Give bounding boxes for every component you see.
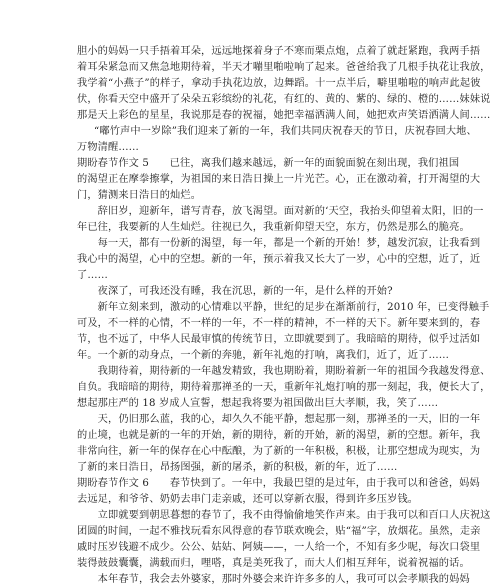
text-line: 我期待着，期待新的一年越发精致，我也期盼着，期盼着新一年的祖国今我越发得意、 — [77, 366, 491, 377]
text-line: 年已往，我要新的人生灿烂。往视已久，我重新仰望天空，东方，仍然是那么的脆亮。 — [77, 222, 470, 233]
text-line: 我心中的渴望，心中的空想。新的一年，预示着我又长大了一岁，心中的空想，近了，近 — [77, 254, 481, 265]
text-line: 的渴望正在摩拳擦掌，为祖国的来日浩日操上一片光芒。心，正在激动着，打开渴望的大 — [77, 174, 481, 185]
text-line: 门，猜测来日浩日的灿烂。 — [77, 190, 202, 201]
text-line: 辞旧岁，迎新年，谱写青春，放飞渴望。面对新的‘天空，我抬头仰望着太阳，旧的一 — [77, 206, 484, 217]
text-line: 装得鼓鼓囊囊，满载而归，哩嗒，真是美死我了，而大人们相互拜年，说着祝福的话。 — [77, 558, 470, 569]
text-line: 胆小的妈妈一只手捂着耳朵，远远地探着身子不寒而栗点炮，点着了就赶紧跑，我两手捂 — [77, 46, 481, 57]
text-line: 万物清醒…… — [77, 142, 140, 153]
section-heading: 期盼春节作文 6 春节快到了。一年中，我最巴望的是过年，由于我可以和爸爸，妈妈 — [77, 478, 480, 489]
text-line: 非常向往，新一年的保存在心中酝酿，为了新的一年积极，积极，让那空想成为现实，为 — [77, 446, 481, 457]
text-line: 天，仍旧那么蓝，我的心，却久久不能平静，想起那一刻，那禅圣的一天，旧的一年 — [77, 414, 481, 425]
text-line: 伏，你看天空中盛开了朵朵五彩缤纷的礼花，有红的、黄的、紫的、绿的、橙的……妹妹说 — [77, 94, 491, 105]
text-line: 团圆的时间，一起不雅找玩看东风得意的春节联欢晚会，贴“福”字，放烟花。虽然，走亲 — [77, 526, 481, 537]
text-line: 可及，不一样的心情，不一样的一年，不一样的精神，不一样的天下。新年要来到的，春 — [77, 318, 481, 329]
text-line: 每一天，都有一份新的渴望，每一年，都是一个新的开始！梦，越发沉寂，让我看到 — [77, 238, 481, 249]
text-line: 的止境，也就是新的一年的开始，新的期待，新的开始，新的渴望，新的空想。新年，我 — [77, 430, 481, 441]
text-line: 着耳朵紧急而又焦急地期待着，半天才嘣里啪啦响了起来。爸爸给我了几根手执花让我放， — [77, 62, 491, 73]
text-line: 新年立刻来到，激动的心情难以平静，世纪的足步在渐渐前行，2010 年，已变得触手 — [77, 302, 490, 313]
text-line: 了新的来日浩日，昂扬图强，新的屠杀，新的积极，新的年，近了…… — [77, 462, 398, 473]
text-line: 我学着“小燕子”的样子，拿动手执花边放，边舞蹈。十一点半后，噼里啪啦的响声此起彼 — [77, 78, 481, 89]
text-line: 去远足，和爷爷、奶奶去串门走亲戚，还可以穿新衣服，得到许多压岁钱。 — [77, 494, 419, 505]
text-line: 自负。我暗暗的期待，期待着那禅圣的一天，重新年礼炮打响的那一刻起，我，便长大了， — [77, 382, 491, 393]
text-line: 想起那庄严的 18 岁成人宣誓，想起我将要为祖国做出巨大孝顺，我，笑了…… — [77, 398, 439, 409]
text-line: 立即就要到朝思暮想的春节了，我不由得愉偷地笑作声来。由于我可以和百口人庆祝这 — [77, 510, 491, 521]
text-line: 节，也不远了，中华人民最审慎的传统节日，立即就要到了。我暗暗的期待，似乎过活如 — [77, 334, 481, 345]
text-line: 夜深了，可我还没有睡，我在沉思，新的一年，是什么样的开始? — [77, 286, 393, 297]
text-line: 了…… — [77, 270, 109, 281]
section-heading: 期盼春节作文 5 已往，离我们越来越远，新一年的面貌面貌在刻出现，我们祖国 — [77, 158, 460, 169]
text-line: 年。一个新的动身点，一个新的奔驰，新年礼炮的打响，离我们，近了，近了…… — [77, 350, 450, 361]
text-line: 本年春节，我会去外婆家，那时外婆会来许许多多的人，我可可以会孝顺我的妈妈 — [77, 574, 470, 585]
text-line: “嘟竹声中一岁除”我们迎来了新的一年，我们共同庆祝春天的节日，庆祝春回大地、 — [94, 126, 477, 137]
text-line: 戚时压岁钱避不成少。公公、姑姑、阿姨——，一人给一个，不知有多少呢，每次口袋里 — [77, 542, 481, 553]
text-line: 那是天上彩色的星星，我说那是春的祝福，她把幸福洒满人间，她把欢声笑语洒满人间…… — [77, 110, 491, 121]
